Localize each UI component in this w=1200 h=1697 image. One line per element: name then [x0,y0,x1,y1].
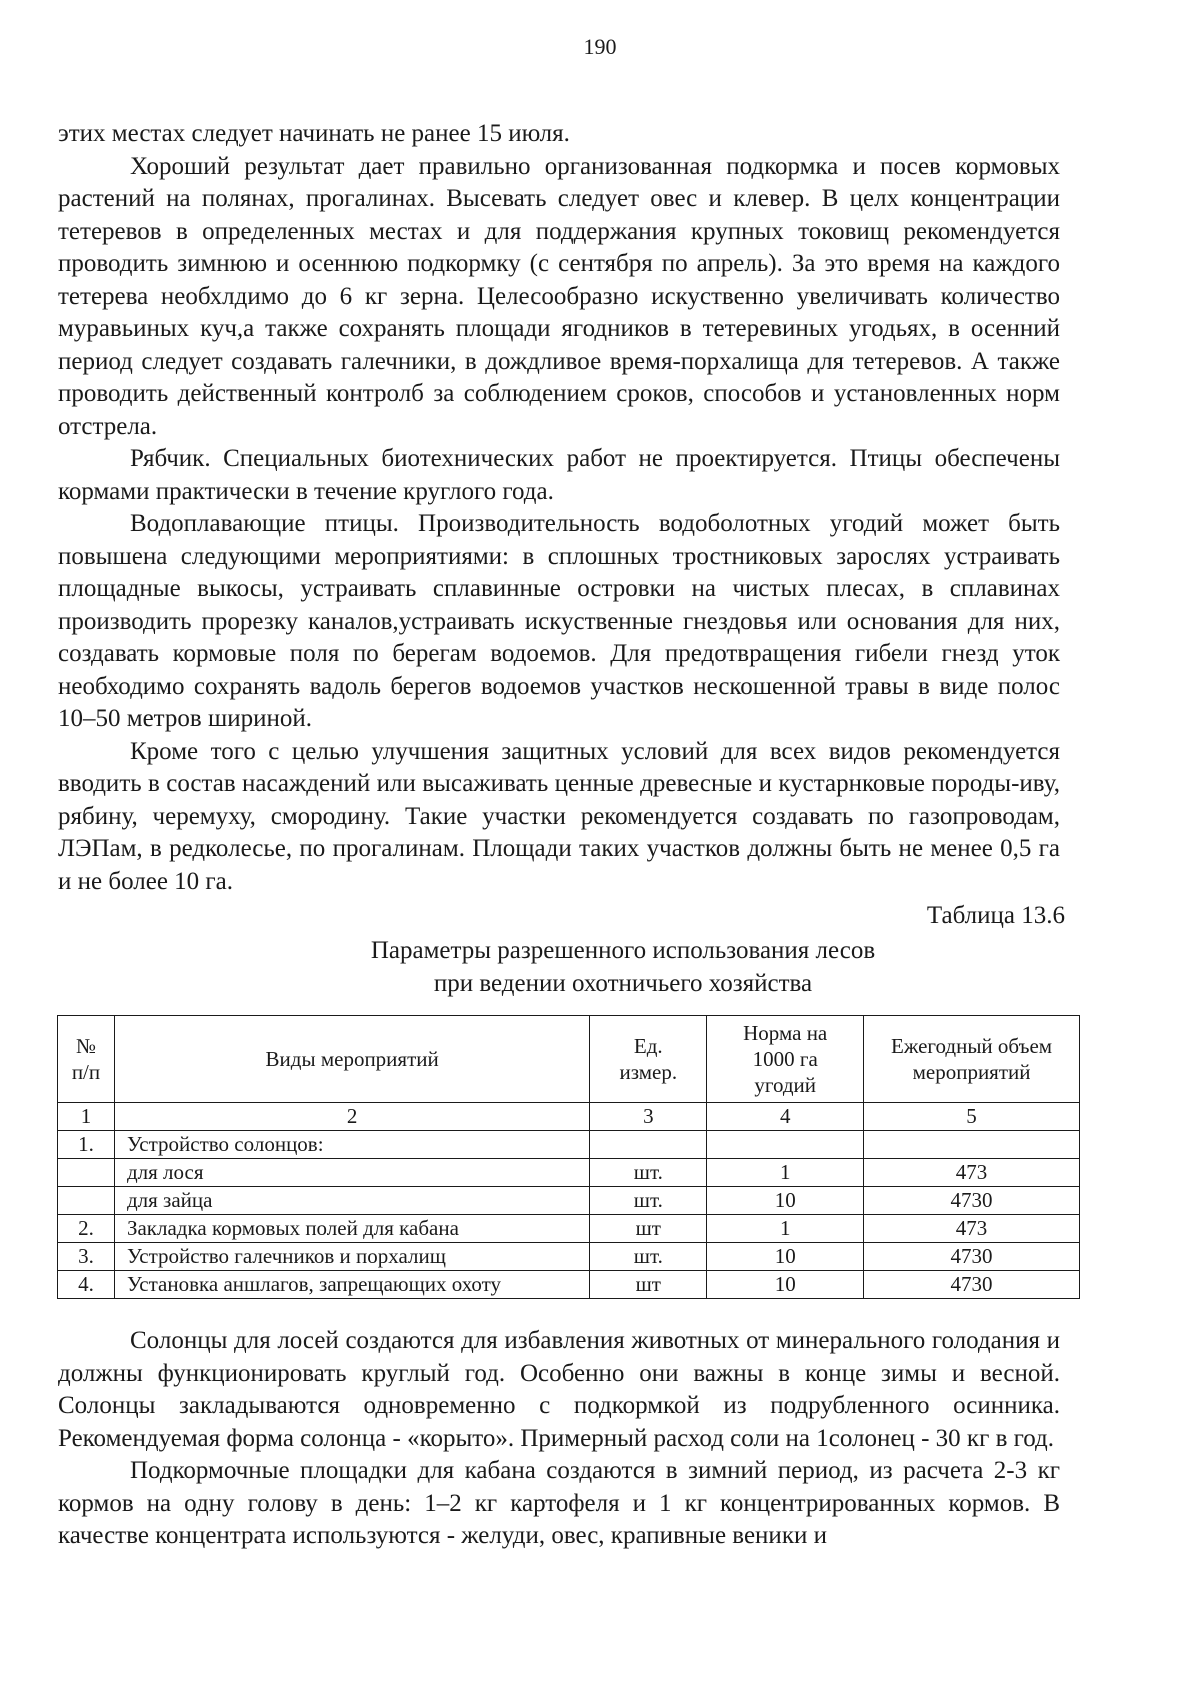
paragraph: Солонцы для лосей создаются для избавления животных от минерального голодания и должны функционировать круглый год. Особенно они важны в конце зимы и весной. Солонцы закладываются одновременно с подкормкой из подрубленного осинника. Рекомендуемая форма солонца - «корыто». Примерный расход соли на 1солонец - 30 кг в год. [58,1327,1060,1452]
cell-volume: 4730 [864,1271,1080,1299]
cell-norm: 1 [707,1215,864,1243]
header-norm [707,1016,864,1103]
index-cell: 2 [114,1103,589,1131]
table-row [58,1215,1080,1243]
paragraph: этих местах следует начинать не ранее 15 июля. [58,120,570,147]
paragraph: Водоплавающие птицы. Производительность водоболотных угодий может быть повышена следующими мероприятиями: в сплошных тростниковых зарослях устраивать площадные выкосы, устраивать сплавинные островки на чистых плесах, в сплавинах производить прорезку каналов,устраивать искуственные гнездовья или основания для них, создавать кормовые поля по берегам водоемов. Для предотвращения гибели гнезд уток необходимо сохранять вадоль берегов водоемов участков нескошенной травы в виде полос 10–50 метров шириной. [58,510,1060,732]
cell-num [58,1187,115,1215]
cell-activity: Устройство солонцов: [114,1131,589,1159]
cell-unit [590,1131,707,1159]
cell-volume [864,1131,1080,1159]
cell-volume: 4730 [864,1243,1080,1271]
cell-volume: 473 [864,1159,1080,1187]
header-text: Норма на [743,1021,828,1045]
cell-unit: шт [590,1271,707,1299]
header-text: Ежегодный объем [891,1034,1053,1058]
table-row [58,1243,1080,1271]
header-text: Ед. [633,1034,663,1058]
header-text: № [75,1034,96,1058]
cell-norm: 1 [707,1159,864,1187]
parameters-table [57,1015,1080,1299]
index-cell: 1 [58,1103,115,1131]
cell-norm: 10 [707,1187,864,1215]
cell-activity: Закладка кормовых полей для кабана [114,1215,589,1243]
cell-unit: шт [590,1215,707,1243]
cell-activity: Установка аншлагов, запрещающих охоту [114,1271,589,1299]
header-text: измер. [619,1060,678,1084]
paragraph: Кроме того с целью улучшения защитных условий для всех видов рекомендуется вводить в состав насаждений или высаживать ценные древесные и кустарнковые породы-иву, рябину, черемуху, смородину. Такие участки рекомендуется создавать по газопроводам, ЛЭПам, в редколесье, по прогалинам. Площади таких участков должны быть не менее 0,5 га и не более 10 га. [58,737,1060,895]
cell-volume: 473 [864,1215,1080,1243]
cell-volume: 4730 [864,1187,1080,1215]
cell-norm: 10 [707,1271,864,1299]
cell-activity: для зайца [114,1187,589,1215]
body-text-top [58,118,1060,898]
header-volume [864,1016,1080,1103]
body-text-bottom [58,1325,1060,1553]
cell-activity: для лося [114,1159,589,1187]
table-row [58,1159,1080,1187]
header-activity: Виды мероприятий [114,1016,589,1103]
header-text: угодий [754,1073,817,1097]
cell-num: 1. [58,1131,115,1159]
header-text: 1000 га [752,1047,818,1071]
cell-num: 4. [58,1271,115,1299]
header-num [58,1016,115,1103]
table-index-row [58,1103,1080,1131]
cell-unit: шт. [590,1159,707,1187]
header-text: мероприятий [912,1060,1031,1084]
cell-unit: шт. [590,1187,707,1215]
cell-activity: Устройство галечников и порхалищ [114,1243,589,1271]
table-row [58,1131,1080,1159]
cell-num [58,1159,115,1187]
cell-num: 3. [58,1243,115,1271]
paragraph: Подкормочные площадки для кабана создаются в зимний период, из расчета 2-3 кг кормов на одну голову в день: 1–2 кг картофеля и 1 кг концентрированных кормов. В качестве концентрата используются - желуди, овес, крапивные веники и [58,1457,1060,1549]
cell-unit: шт. [590,1243,707,1271]
cell-norm [707,1131,864,1159]
index-cell: 4 [707,1103,864,1131]
table-header-row [58,1016,1080,1103]
header-unit [590,1016,707,1103]
paragraph: Рябчик. Специальных биотехнических работ не проектируется. Птицы обеспечены кормами практически в течение круглого года. [58,445,1060,505]
table-title-line: Параметры разрешенного использования лесов [370,937,876,964]
index-cell: 5 [864,1103,1080,1131]
table-label: Таблица 13.6 [926,902,1065,929]
table-title [58,934,1188,1000]
cell-num: 2. [58,1215,115,1243]
paragraph: Хороший результат дает правильно организованная подкормка и посев кормовых растений на полянах, прогалинах. Высевать следует овес и клевер. В целх концентрации тетеревов в определенных местах и для поддержания крупных токовищ рекомендуется проводить зимнюю и осеннюю подкормку (с сентября по апрель). За это время на каждого тетерева необхлдимо до 6 кг зерна. Целесообразно искуственно увеличивать количество муравьиных куч,а также сохранять площади ягодников в тетеревиных угодьях, в осенний период следует создавать галечники, в дождливое время-порхалища для тетеревов. А также проводить действенный контролб за соблюдением сроков, способов и установленных норм отстрела. [58,152,1060,440]
cell-norm: 10 [707,1243,864,1271]
table-title-line: при ведении охотничьего хозяйства [433,970,813,997]
header-text: п/п [71,1060,101,1084]
table-row [58,1187,1080,1215]
index-cell: 3 [590,1103,707,1131]
table-row [58,1271,1080,1299]
page-number: 190 [583,34,617,59]
